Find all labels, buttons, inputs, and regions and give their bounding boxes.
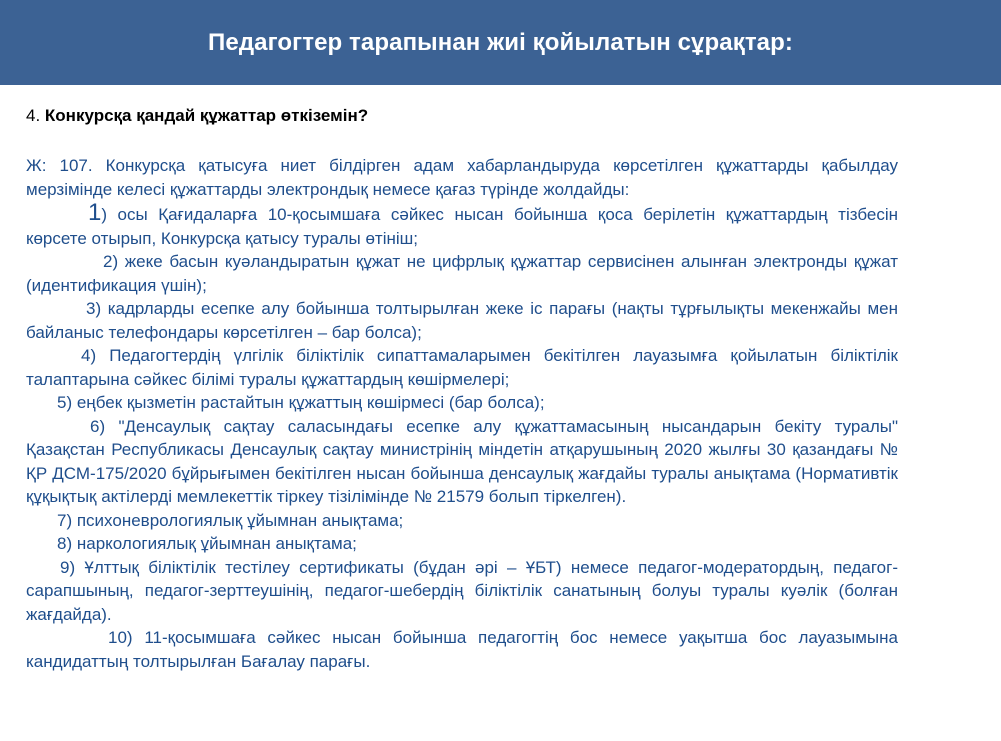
item-number: 3)	[86, 299, 102, 318]
item-text: психоневрологиялық ұйымнан анықтама;	[72, 510, 404, 530]
item-text: еңбек қызметін растайтын құжаттың көшірмесі (бар болса);	[72, 393, 545, 412]
list-item	[26, 415, 898, 509]
item-number: 6)	[90, 416, 106, 436]
item-text: Ұлттық біліктілік тестілеу сертификаты (бұдан әрі – ҰБТ) немесе педагог-модератордың, педагог-сарапшының, педагог-зерттеушінің, педагог-шебердің біліктілік санатының болуы туралы куәлік (болған жағдайда).	[26, 557, 898, 624]
item-text: кадрларды есепке алу бойынша толтырылған жеке іс парағы (нақты тұрғылықты мекенжайы мен байланыс телефондары көрсетілген – бар болса);	[26, 299, 898, 342]
item-number: 7)	[57, 510, 73, 530]
list-item	[26, 556, 898, 627]
item-text: наркологиялық ұйымнан анықтама;	[72, 534, 357, 553]
item-text: жеке басын куәландыратын құжат не цифрлық құжаттар сервисінен алынған электронды құжат (идентификация үшін);	[26, 252, 898, 295]
item-number: 8)	[57, 534, 73, 553]
item-number: 2)	[103, 252, 119, 271]
answer-intro: Ж: 107. Конкурсқа қатысуға ниет білдірген адам хабарландыруда көрсетілген құжаттарды қабылдау мерзімінде келесі құжаттарды электрондық немесе қағаз түрінде жолдайды:	[26, 156, 898, 199]
list-item	[26, 201, 898, 250]
answer-body	[26, 154, 898, 673]
item-text: "Денсаулық сақтау саласындағы есепке алу құжаттамасының нысандарын бекіту туралы" Қазақстан Республикасы Денсаулық сақтау министрінің міндетін атқарушының 2020 жылғы 30 қазандағы № ҚР ДСМ-175/2020 бұйрығымен бекітілген нысан бойынша денсаулық жағдайы туралы анықтама (Нормативтік құқықтық актілерді мемлекеттік тіркеу тізілімінде № 21579 болып тіркелген).	[26, 416, 898, 506]
page-title: Педагогтер тарапынан жиі қойылатын сұрақтар:	[208, 28, 793, 56]
item-number: 10)	[108, 628, 133, 647]
item-number: 5)	[57, 393, 73, 412]
question-text: Конкурсқа қандай құжаттар өткіземін?	[44, 106, 369, 125]
header-bar	[0, 0, 1001, 85]
item-number: 1	[88, 199, 102, 226]
item-text: 11-қосымшаға сәйкес нысан бойынша педагогтің бос немесе уақытша бос лауазымына кандидаттың толтырылған Бағалау парағы.	[26, 628, 898, 671]
list-item	[26, 532, 898, 556]
question-heading	[26, 106, 368, 126]
question-number: 4.	[26, 106, 41, 125]
item-number: 4)	[81, 346, 97, 365]
item-text: ) осы Қағидаларға 10-қосымшаға сәйкес нысан бойынша қоса берілетін құжаттардың тізбесін көрсете отырып, Конкурсқа қатысу туралы өтініш;	[26, 205, 898, 248]
item-number: 9)	[60, 557, 76, 577]
list-item	[26, 297, 898, 344]
list-item	[26, 344, 898, 391]
item-text: Педагогтердің үлгілік біліктілік сипаттамаларымен бекітілген лауазымға қойылатын біліктілік талаптарына сәйкес білімі туралы құжаттардың көшірмелері;	[26, 346, 898, 389]
list-item	[26, 509, 898, 533]
list-item	[26, 250, 898, 297]
list-item	[26, 391, 898, 415]
list-item	[26, 626, 898, 673]
